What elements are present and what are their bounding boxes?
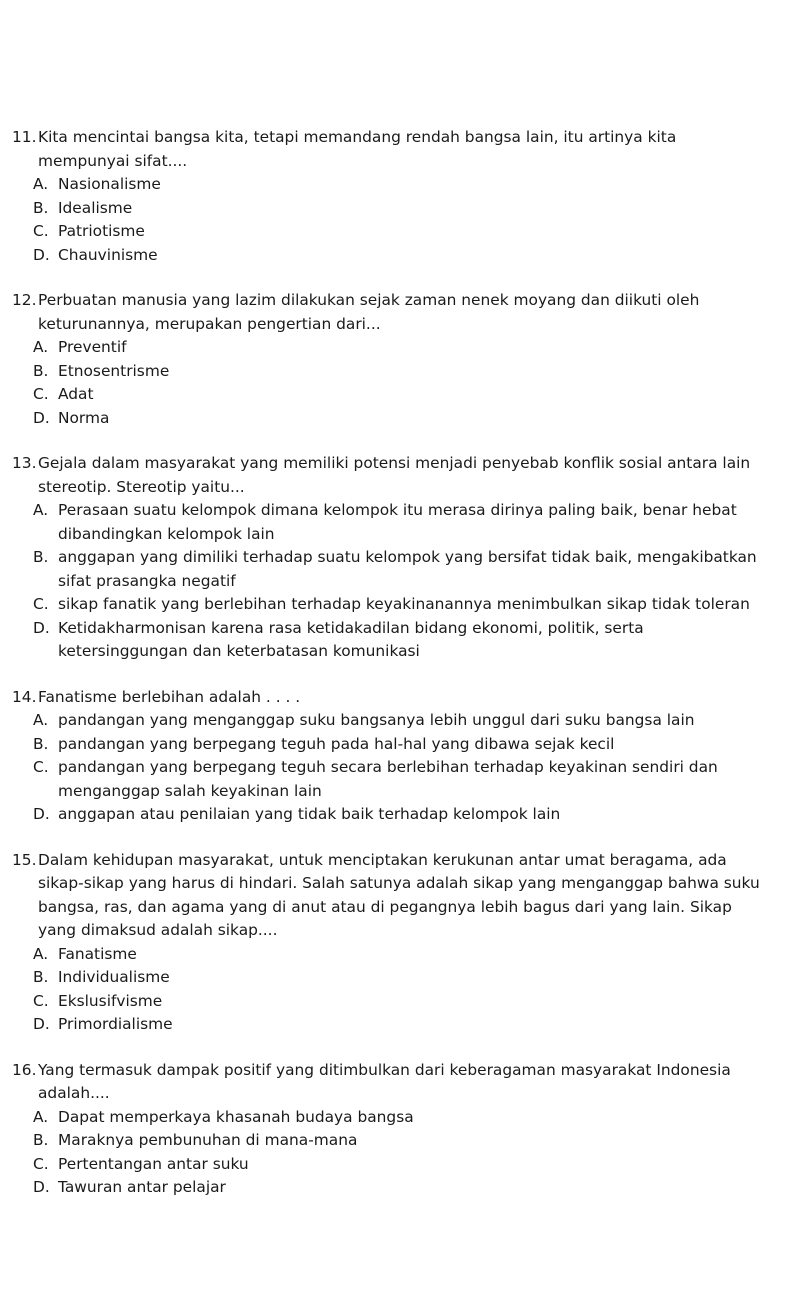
question-15: [0, 849, 808, 1037]
option-d: [33, 803, 768, 827]
question-14: [0, 686, 808, 827]
option-text: anggapan yang dimiliki terhadap suatu kelompok yang bersifat tidak baik, mengakibatkan sifat prasangka negatif: [58, 548, 757, 590]
question-number: 15.: [12, 850, 37, 869]
option-text: sikap fanatik yang berlebihan terhadap keyakinanannya menimbulkan sikap tidak toleran: [58, 595, 750, 613]
option-c: [33, 220, 768, 244]
option-d: [33, 244, 768, 268]
option-letter: B.: [33, 968, 49, 986]
option-d: [33, 1176, 768, 1200]
option-d: [33, 617, 768, 664]
option-letter: A.: [33, 1107, 49, 1126]
question-16: [0, 1059, 808, 1200]
question-number: 12.: [12, 291, 37, 309]
option-d: [33, 407, 768, 431]
option-letter: D.: [33, 245, 50, 264]
option-letter: C.: [33, 991, 49, 1010]
option-text: Patriotisme: [58, 222, 145, 240]
option-letter: A.: [33, 338, 49, 356]
option-letter: D.: [33, 1015, 50, 1033]
option-letter: C.: [33, 758, 49, 776]
option-b: [33, 733, 768, 757]
options-list: [33, 1106, 768, 1200]
options-list: [33, 499, 768, 664]
question-text: Perbuatan manusia yang lazim dilakukan sejak zaman nenek moyang dan diikuti oleh keturunannya, merupakan pengertian dari...: [38, 291, 700, 333]
options-list: [33, 173, 768, 267]
question-text: Dalam kehidupan masyarakat, untuk menciptakan kerukunan antar umat beragama, ada sikap-sikap yang harus di hindari. Salah satunya adalah sikap yang menganggap bahwa suku bangsa, ras, dan agama yang di anut atau di pegangnya lebih bagus dari yang lain. Sikap yang dimaksud adalah sikap....: [38, 850, 760, 939]
option-text: Etnosentrisme: [58, 361, 170, 380]
option-letter: C.: [33, 595, 49, 613]
option-c: [33, 383, 768, 407]
question-text: Kita mencintai bangsa kita, tetapi memandang rendah bangsa lain, itu artinya kita mempunyai sifat....: [38, 128, 677, 170]
option-text: Ketidakharmonisan karena rasa ketidakadilan bidang ekonomi, politik, serta ketersinggungan dan keterbatasan komunikasi: [58, 618, 644, 660]
option-c: [33, 756, 768, 803]
option-a: [33, 1106, 768, 1130]
option-letter: C.: [33, 385, 49, 403]
options-list: [33, 943, 768, 1037]
option-letter: B.: [33, 1131, 49, 1149]
option-text: Norma: [58, 408, 110, 427]
options-list: [33, 709, 768, 827]
option-text: Individualisme: [58, 968, 170, 986]
option-text: Maraknya pembunuhan di mana-mana: [58, 1131, 358, 1149]
option-c: [33, 990, 768, 1014]
question-number: 13.: [12, 454, 37, 472]
option-text: Preventif: [58, 338, 127, 356]
option-b: [33, 966, 768, 990]
question-text: Yang termasuk dampak positif yang ditimbulkan dari keberagaman masyarakat Indonesia adalah....: [38, 1060, 731, 1102]
option-a: [33, 499, 768, 546]
option-letter: B.: [33, 198, 49, 217]
option-letter: D.: [33, 618, 50, 637]
option-text: Adat: [58, 385, 94, 403]
option-b: [33, 1129, 768, 1153]
options-list: [33, 336, 768, 430]
option-b: [33, 546, 768, 593]
option-letter: D.: [33, 408, 50, 427]
option-a: [33, 709, 768, 733]
question-13: [0, 452, 808, 664]
option-text: Idealisme: [58, 198, 133, 217]
option-text: pandangan yang berpegang teguh secara berlebihan terhadap keyakinan sendiri dan menganggap salah keyakinan lain: [58, 758, 718, 800]
option-text: Perasaan suatu kelompok dimana kelompok itu merasa dirinya paling baik, benar hebat dibandingkan kelompok lain: [58, 501, 737, 543]
option-b: [33, 197, 768, 221]
question-12: [0, 289, 808, 430]
question-number: 14.: [12, 687, 37, 706]
option-a: [33, 336, 768, 360]
option-letter: C.: [33, 1154, 49, 1173]
question-text: Gejala dalam masyarakat yang memiliki potensi menjadi penyebab konflik sosial antara lain stereotip. Stereotip yaitu...: [38, 454, 751, 496]
option-c: [33, 1153, 768, 1177]
option-letter: B.: [33, 548, 49, 566]
option-letter: A.: [33, 944, 49, 963]
option-text: Pertentangan antar suku: [58, 1154, 249, 1173]
option-letter: C.: [33, 222, 49, 240]
question-text: Fanatisme berlebihan adalah . . . .: [38, 687, 301, 706]
option-text: Primordialisme: [58, 1015, 173, 1033]
option-letter: B.: [33, 734, 49, 753]
option-text: Tawuran antar pelajar: [58, 1178, 226, 1196]
question-sheet: [0, 126, 808, 1222]
option-text: pandangan yang berpegang teguh pada hal-hal yang dibawa sejak kecil: [58, 734, 615, 753]
option-text: Ekslusifvisme: [58, 991, 163, 1010]
option-c: [33, 593, 768, 617]
option-text: anggapan atau penilaian yang tidak baik terhadap kelompok lain: [58, 805, 561, 823]
option-letter: A.: [33, 501, 49, 519]
option-d: [33, 1013, 768, 1037]
option-text: Fanatisme: [58, 944, 137, 963]
question-number: 11.: [12, 128, 37, 146]
option-a: [33, 943, 768, 967]
option-letter: D.: [33, 1178, 50, 1196]
option-b: [33, 360, 768, 384]
option-letter: B.: [33, 361, 49, 380]
option-text: Dapat memperkaya khasanah budaya bangsa: [58, 1107, 414, 1126]
option-letter: A.: [33, 711, 49, 729]
option-letter: A.: [33, 175, 49, 193]
option-text: Chauvinisme: [58, 245, 158, 264]
option-text: Nasionalisme: [58, 175, 161, 193]
question-number: 16.: [12, 1060, 37, 1079]
question-11: [0, 126, 808, 267]
option-letter: D.: [33, 805, 50, 823]
option-text: pandangan yang menganggap suku bangsanya lebih unggul dari suku bangsa lain: [58, 711, 695, 729]
option-a: [33, 173, 768, 197]
